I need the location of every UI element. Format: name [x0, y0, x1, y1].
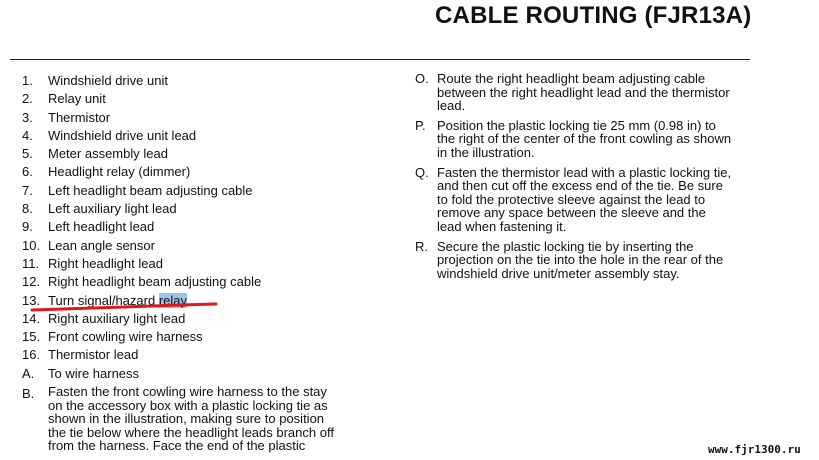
- text-line: lead.: [437, 98, 466, 114]
- text-line: the tie below where the headlight leads branch off: [48, 424, 334, 440]
- selected-text-highlight: relay: [158, 292, 187, 308]
- item-number: 4.: [22, 127, 33, 143]
- list-item: [415, 72, 750, 113]
- text-line: on the accessory box with a plastic locking tie as: [48, 397, 328, 413]
- list-item: [415, 240, 750, 281]
- title-divider: [10, 59, 750, 60]
- text-line: Route the right headlight beam adjusting cable: [437, 71, 706, 86]
- list-item: [22, 218, 392, 236]
- list-item: [22, 328, 392, 346]
- page-title: CABLE ROUTING (FJR13A): [435, 2, 752, 29]
- item-number: 8.: [22, 201, 33, 217]
- list-item: [22, 200, 392, 218]
- item-number: 3.: [22, 109, 33, 125]
- text-line: Secure the plastic locking tie by inserting the: [437, 238, 694, 254]
- list-item: [415, 166, 750, 234]
- item-number: O.: [415, 71, 429, 86]
- item-number: 14.: [22, 310, 41, 326]
- item-text: Relay unit: [48, 91, 106, 107]
- item-text: Front cowling wire harness: [48, 329, 203, 345]
- list-item: [22, 145, 392, 163]
- item-text: [437, 119, 750, 160]
- site-watermark: www.fjr1300.ru: [708, 443, 801, 456]
- list-item: [22, 182, 392, 200]
- item-text: Thermistor lead: [48, 347, 139, 363]
- item-text: [48, 385, 392, 453]
- item-number: 1.: [22, 73, 33, 88]
- list-item: [22, 237, 392, 255]
- item-text: Right auxiliary light lead: [48, 310, 186, 326]
- list-item: [22, 346, 392, 364]
- text-line: the right of the center of the front cowling as shown: [437, 131, 732, 147]
- item-number: 5.: [22, 146, 33, 162]
- text-line: windshield drive unit/meter assembly stay.: [437, 265, 680, 281]
- text-line: projection on the tie into the hole in the rear of the: [437, 252, 724, 268]
- item-number: B.: [22, 386, 35, 402]
- item-text: Left auxiliary light lead: [48, 201, 177, 217]
- item-text: Lean angle sensor: [48, 237, 155, 253]
- item-text: Meter assembly lead: [48, 146, 168, 162]
- red-underline-stroke: [32, 304, 216, 310]
- text-line: Position the plastic locking tie 25 mm (0.98 in) to: [437, 117, 716, 133]
- item-text: Windshield drive unit lead: [48, 127, 197, 143]
- list-item: [22, 90, 392, 108]
- item-number: P.: [415, 117, 426, 133]
- item-text: Left headlight lead: [48, 219, 155, 235]
- item-number: 15.: [22, 329, 41, 345]
- list-item: [22, 109, 392, 127]
- text-line: remove any space between the sleeve and the: [437, 205, 706, 221]
- item-text: [437, 240, 750, 281]
- item-number: 10.: [22, 237, 41, 253]
- item-number: R.: [415, 238, 428, 254]
- item-number: 9.: [22, 219, 33, 235]
- right-note-list: [415, 72, 750, 286]
- item-number: 2.: [22, 91, 33, 107]
- item-number: 6.: [22, 164, 33, 180]
- list-item: [415, 119, 750, 160]
- item-text: Thermistor: [48, 109, 111, 125]
- item-text: Left headlight beam adjusting cable: [48, 182, 253, 198]
- item-text: Right headlight beam adjusting cable: [48, 274, 262, 290]
- item-number: 11.: [22, 255, 40, 271]
- item-number: 12.: [22, 274, 41, 290]
- text-line: Fasten the front cowling wire harness to the stay: [48, 384, 327, 400]
- list-item: [22, 127, 392, 145]
- item-text: [437, 166, 750, 234]
- text-line: in the illustration.: [437, 144, 535, 160]
- item-number: 13.: [22, 292, 41, 308]
- item-text: Right headlight lead: [48, 255, 163, 271]
- item-text-plain: Turn signal/hazard: [48, 292, 159, 308]
- item-text: Windshield drive unit: [48, 73, 168, 88]
- text-line: lead when fastening it.: [437, 218, 567, 234]
- list-item: [22, 255, 392, 273]
- text-line: shown in the illustration, making sure to position: [48, 411, 325, 427]
- text-line: to fold the protective sleeve against the lead to: [437, 191, 706, 207]
- text-line: between the right headlight lead and the thermistor: [437, 84, 730, 100]
- list-item: [22, 365, 392, 383]
- item-number: Q.: [415, 164, 429, 180]
- list-item: [22, 385, 392, 453]
- list-item: [22, 72, 392, 90]
- text-line: and then cut off the excess end of the tie. Be sure: [437, 178, 723, 194]
- item-number: A.: [22, 365, 35, 381]
- text-line: Fasten the thermistor lead with a plastic locking tie,: [437, 164, 732, 180]
- item-number: 16.: [22, 347, 41, 363]
- list-item: [22, 273, 392, 291]
- item-number: 7.: [22, 182, 33, 198]
- red-underline-annotation: [30, 302, 218, 314]
- item-text: To wire harness: [48, 365, 140, 381]
- list-item: [22, 163, 392, 181]
- text-line: from the harness. Face the end of the plastic: [48, 438, 306, 454]
- left-legend-list: [22, 72, 392, 453]
- item-text: Headlight relay (dimmer): [48, 164, 191, 180]
- item-text: [437, 72, 750, 113]
